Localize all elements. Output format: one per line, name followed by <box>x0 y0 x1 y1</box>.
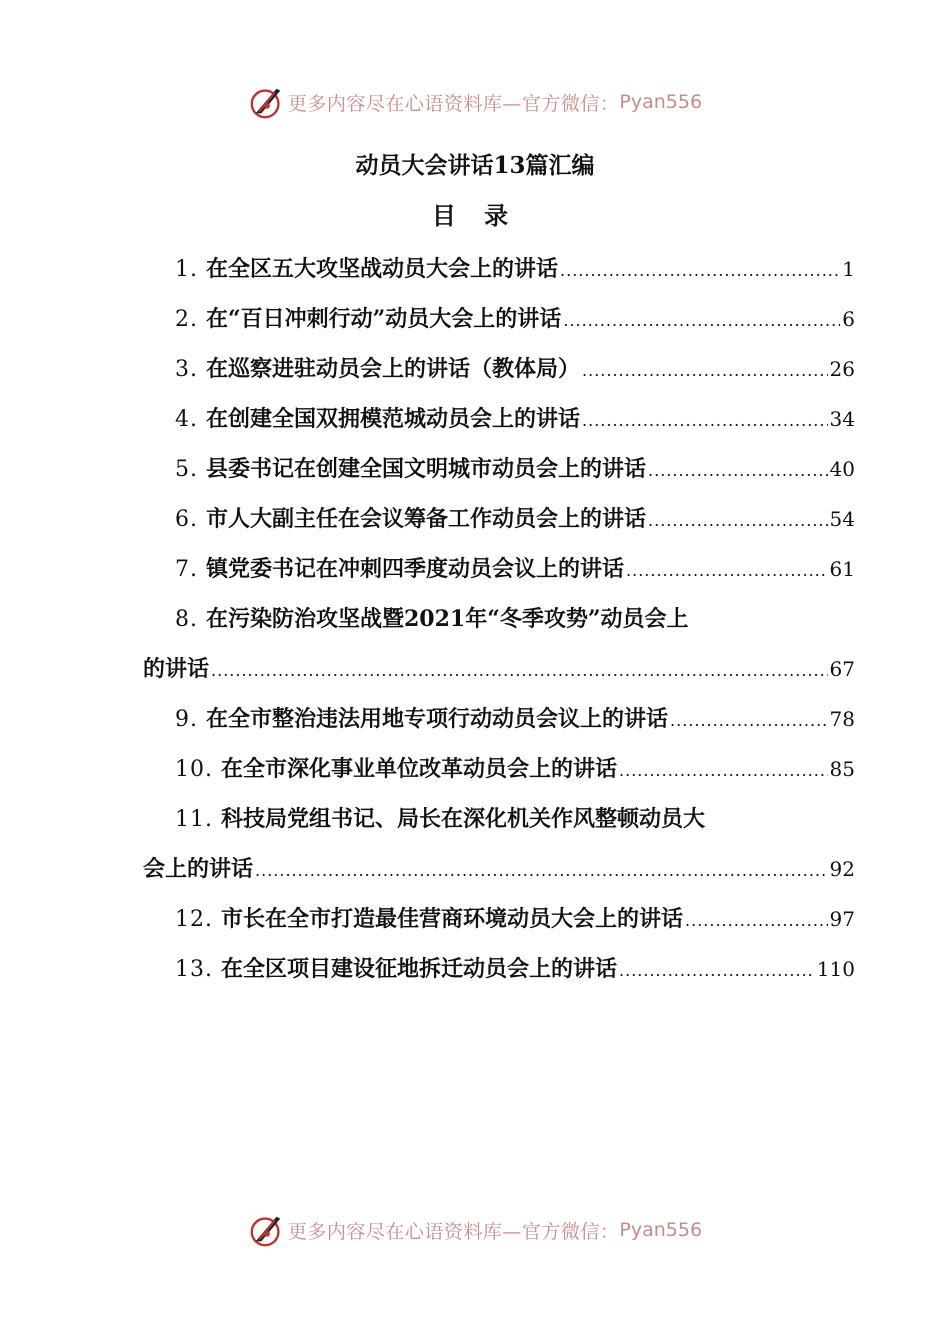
toc-leader <box>670 699 828 743</box>
toc-entry[interactable] <box>143 447 855 497</box>
toc-entry-page: 78 <box>829 707 855 731</box>
toc-entry[interactable] <box>143 547 855 597</box>
toc-entry[interactable] <box>143 697 855 747</box>
toc-entry-number: 6. <box>175 507 198 532</box>
toc-entry-page: 67 <box>829 657 855 681</box>
toc-entry-number: 10. <box>175 757 213 782</box>
toc-entry-title: 在创建全国双拥模范城动员会上的讲话 <box>206 406 581 432</box>
toc-entry-number: 1. <box>175 257 198 282</box>
toc-entry-number: 5. <box>175 457 198 482</box>
toc-entry-page: 26 <box>829 357 855 381</box>
toc-entry-line2[interactable] <box>143 847 855 897</box>
toc-entry-number: 2. <box>175 307 198 332</box>
toc-entry-number: 3. <box>175 357 198 382</box>
toc-entry-page: 34 <box>829 407 855 431</box>
toc-leader <box>582 399 828 443</box>
toc-entry-page: 6 <box>842 307 855 331</box>
toc-heading: 目 录 <box>431 201 519 230</box>
watermark-text: 更多内容尽在心语资料库—官方微信： <box>287 1220 620 1243</box>
toc-entry-title: 市长在全市打造最佳营商环境动员大会上的讲话 <box>221 906 684 932</box>
watermark-wechat-id: Pyan556 <box>619 91 703 113</box>
toc-entry-number: 11. <box>175 807 213 832</box>
toc-entry[interactable] <box>143 747 855 797</box>
toc-entry[interactable] <box>143 297 855 347</box>
toc-leader <box>626 549 828 593</box>
toc-entry-number: 9. <box>175 707 198 732</box>
toc-entry[interactable] <box>143 497 855 547</box>
toc-entry-title: 县委书记在创建全国文明城市动员会上的讲话 <box>206 456 647 482</box>
toc-leader <box>685 899 828 943</box>
toc-entry-page: 54 <box>829 507 855 531</box>
toc-leader <box>582 349 828 393</box>
toc-entry[interactable] <box>143 347 855 397</box>
toc-entry-page: 110 <box>816 957 855 981</box>
toc-entry[interactable] <box>143 897 855 947</box>
toc-entry-title: 在污染防治攻坚战暨2021年“冬季攻势”动员会上 <box>206 606 689 632</box>
toc-entry-title: 在全区五大攻坚战动员大会上的讲话 <box>206 256 559 282</box>
toc-entry-title: 在全市深化事业单位改革动员会上的讲话 <box>221 756 618 782</box>
toc-entry-title-continued: 会上的讲话 <box>143 856 254 882</box>
toc-leader <box>619 949 815 993</box>
watermark-footer <box>0 1208 950 1252</box>
toc-entry-page: 40 <box>829 457 855 481</box>
quill-logo-icon <box>248 1211 286 1249</box>
toc-leader <box>648 449 828 493</box>
toc-entry-line1[interactable] <box>143 597 855 647</box>
watermark-wechat-id: Pyan556 <box>619 1219 703 1241</box>
toc-entry-number: 12. <box>175 907 213 932</box>
toc-entry-title: 镇党委书记在冲刺四季度动员会议上的讲话 <box>206 556 625 582</box>
toc-leader <box>560 249 840 293</box>
toc-leader <box>211 649 828 693</box>
toc-leader <box>563 299 840 343</box>
toc-entry[interactable] <box>143 947 855 997</box>
toc-entry-number: 7. <box>175 557 198 582</box>
watermark-text: 更多内容尽在心语资料库—官方微信： <box>287 92 620 115</box>
toc-entry-page: 1 <box>842 257 855 281</box>
toc-entry-page: 61 <box>829 557 855 581</box>
toc-entry-title-continued: 的讲话 <box>143 656 210 682</box>
toc-entry-page: 92 <box>829 857 855 881</box>
toc-entry-number: 13. <box>175 957 213 982</box>
toc-leader <box>648 499 828 543</box>
toc-entry-title: 科技局党组书记、局长在深化机关作风整顿动员大 <box>221 806 706 832</box>
quill-logo-icon <box>248 83 286 121</box>
toc-entry-line2[interactable] <box>143 647 855 697</box>
toc-entry[interactable] <box>143 247 855 297</box>
toc-entry-page: 85 <box>829 757 855 781</box>
toc-entry-number: 8. <box>175 607 198 632</box>
toc-entry-title: 在“百日冲刺行动”动员大会上的讲话 <box>206 306 562 332</box>
toc-entry-page: 97 <box>829 907 855 931</box>
toc-entry-title: 在巡察进驻动员会上的讲话（教体局） <box>206 356 581 382</box>
document-title: 动员大会讲话13篇汇编 <box>355 152 595 179</box>
toc-entry[interactable] <box>143 397 855 447</box>
toc-entry-title: 市人大副主任在会议筹备工作动员会上的讲话 <box>206 506 647 532</box>
toc-leader <box>255 849 828 893</box>
watermark-header <box>0 80 950 124</box>
toc-entry-line1[interactable] <box>143 797 855 847</box>
toc-entry-number: 4. <box>175 407 198 432</box>
table-of-contents <box>143 247 855 997</box>
toc-entry-title: 在全市整治违法用地专项行动动员会议上的讲话 <box>206 706 669 732</box>
toc-entry-title: 在全区项目建设征地拆迁动员会上的讲话 <box>221 956 618 982</box>
toc-leader <box>619 749 828 793</box>
